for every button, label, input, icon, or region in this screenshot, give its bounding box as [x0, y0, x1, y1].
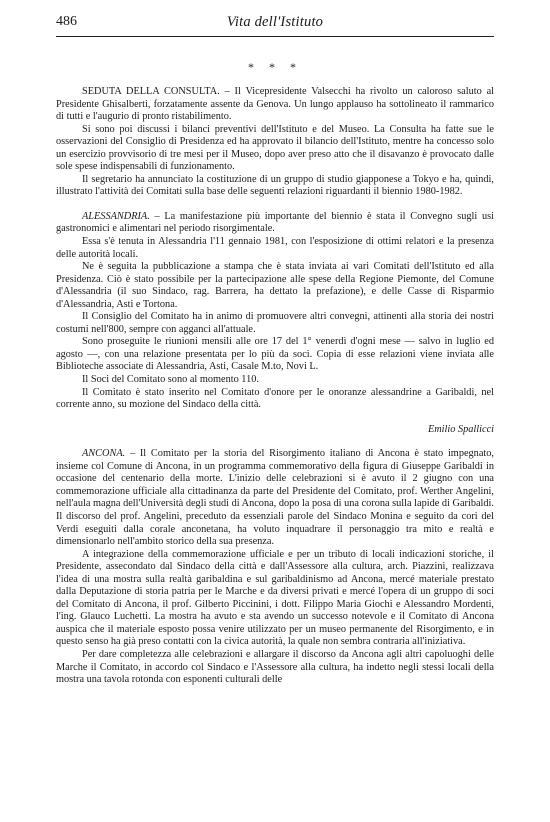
running-header	[56, 12, 494, 37]
consulta-heading: SEDUTA DELLA CONSULTA.	[82, 86, 220, 97]
consulta-text-1: – Il Vicepresidente Valsecchi ha rivolto un caloroso saluto al Presidente Ghisalberti, forzatamente assente da Genova. Un lungo applauso ha sottolineato il rammarico di tutti e l'augurio di pronto ristabilimento.	[56, 86, 495, 123]
alessandria-text-1: – La manifestazione più importante del biennio è stata il Convegno sugli usi gastronomici e alimentari nel periodo risorgimentale.	[56, 210, 494, 235]
ancona-heading: ANCONA.	[82, 448, 126, 460]
consulta-paragraph-2: Si sono poi discussi i bilanci preventivi dell'Istituto e del Museo. La Consulta ha fatte sue le osservazioni del Consiglio di Presidenza ed ha approvato il bilancio dell'Istituto, mentre ha concesso solo un esercizio provvisorio di tre mesi per il Museo, dopo aver preso atto che il disavanzo è provocato dalle sole spese indispensabili di funzionamento.	[56, 123, 494, 173]
alessandria-paragraph-2: Essa s'è tenuta in Alessandria l'11 gennaio 1981, con l'esposizione di ottimi relatori e la presenza delle autorità locali.	[56, 236, 494, 260]
consulta-paragraph-1	[56, 86, 494, 124]
running-title: Vita dell'Istituto	[226, 14, 324, 30]
alessandria-paragraph-1	[56, 211, 494, 236]
document-body	[56, 86, 494, 687]
section-separator: * * *	[248, 60, 302, 74]
alessandria-paragraph-4: Il Consiglio del Comitato ha in animo di promuovere altri convegni, attinenti alla storia dei nostri costumi nell'800, sempre con agganci all'attuale.	[56, 311, 494, 335]
consulta-paragraph-3: Il segretario ha annunciato la costituzione di un gruppo di studio giapponese a Tokyo e ha, quindi, illustrato l'attività dei Comitati sulla base delle seguenti relazioni riguardanti il biennio 1980-1982.	[56, 173, 494, 198]
ancona-text-1: – Il Comitato per la storia del Risorgimento italiano di Ancona è stato impegnato, insieme col Comune di Ancona, in un programma commemorativo della figura di Giuseppe Garibaldi in occasione del centenario della morte. L'inizio delle celebrazioni si è avuto il 2 giugno con una commemorazione ufficiale alla cittadinanza da parte del Presidente del Comitato, prof. Werther Angelini, nell'aula magna dell'Università degli studi di Ancona, dopo la posa di una corona sulla lapide di Garibaldi. Il discorso del prof. Angelini, preceduto da essenziali parole del Sindaco Monina e seguito da cori del Verdi eseguiti dalla corale anconetana, ha voluto inquadrare il personaggio tra mito e realtà e dimensionarlo nell'ambito storico della sua presenza.	[56, 448, 494, 548]
page-number: 486	[56, 14, 77, 29]
alessandria-paragraph-7: Il Comitato è stato inserito nel Comitato d'onore per le onoranze alessandrine a Garibaldi, nel corrente anno, su mozione del Sindaco della città.	[56, 386, 494, 411]
alessandria-paragraph-5: Sono proseguite le riunioni mensili alle ore 17 del 1° venerdì d'ogni mese — salvo in luglio ed agosto —, con una relazione presentata per lo più da soci. Copia di esse relazioni viene inviata alle Biblioteche associate di Alessandria, Asti, Casale M.to, Novi L.	[56, 336, 494, 373]
ancona-paragraph-3: Per dare completezza alle celebrazioni e allargare il discorso da Ancona agli altri capoluoghi delle Marche il Comitato, in accordo col Sindaco e l'Assessore alla cultura, ha indetto negli stessi locali della mostra una tavola rotonda con esponenti culturali delle	[56, 648, 494, 686]
ancona-paragraph-2: A integrazione della commemorazione ufficiale e per un tributo di locali indicazioni storiche, il Presidente, assecondato dal Sindaco della città e dall'Assessore alla cultura, arch. Piazzini, realizzava l'idea di una mostra sulla realtà garibaldina e sul garibaldinismo ad Ancona, mercé materiale prestato dalla Deputazione di storia patria per le Marche e da diversi privati e mercé l'opera di un gruppo di soci del Comitato di Ancona, il prof. Gilberto Piccinini, i dott. Filippo Maria Giochi e Alessandro Mordenti, l'ing. Glauco Luchetti. La mostra ha avuto e sta avendo un successo notevole e il Comitato di Ancona auspica che il materiale esposto possa venire utilizzato per un museo permanente del Risorgimento, e in questo senso ha già preso contatti con la civica autorità, la quale non sembra contraria all'iniziativa.	[56, 548, 494, 648]
alessandria-heading: ALESSANDRIA.	[82, 210, 150, 222]
alessandria-paragraph-6: Il Soci del Comitato sono al momento 110.	[82, 374, 259, 386]
alessandria-signature: Emilio Spallicci	[427, 423, 494, 435]
ancona-paragraph-1	[56, 448, 494, 548]
alessandria-paragraph-3: Ne è seguita la pubblicazione a stampa che è stata inviata ai vari Comitati dell'Istituto ed alla Presidenza. Ciò è stato possibile per la partecipazione alle spese della Regione Piemonte, del Comune d'Alessandria (il suo Sindaco, rag. Barrera, ha dettato la prefazione), e delle Casse di Risparmio d'Alessandria, Asti e Tortona.	[56, 261, 494, 310]
